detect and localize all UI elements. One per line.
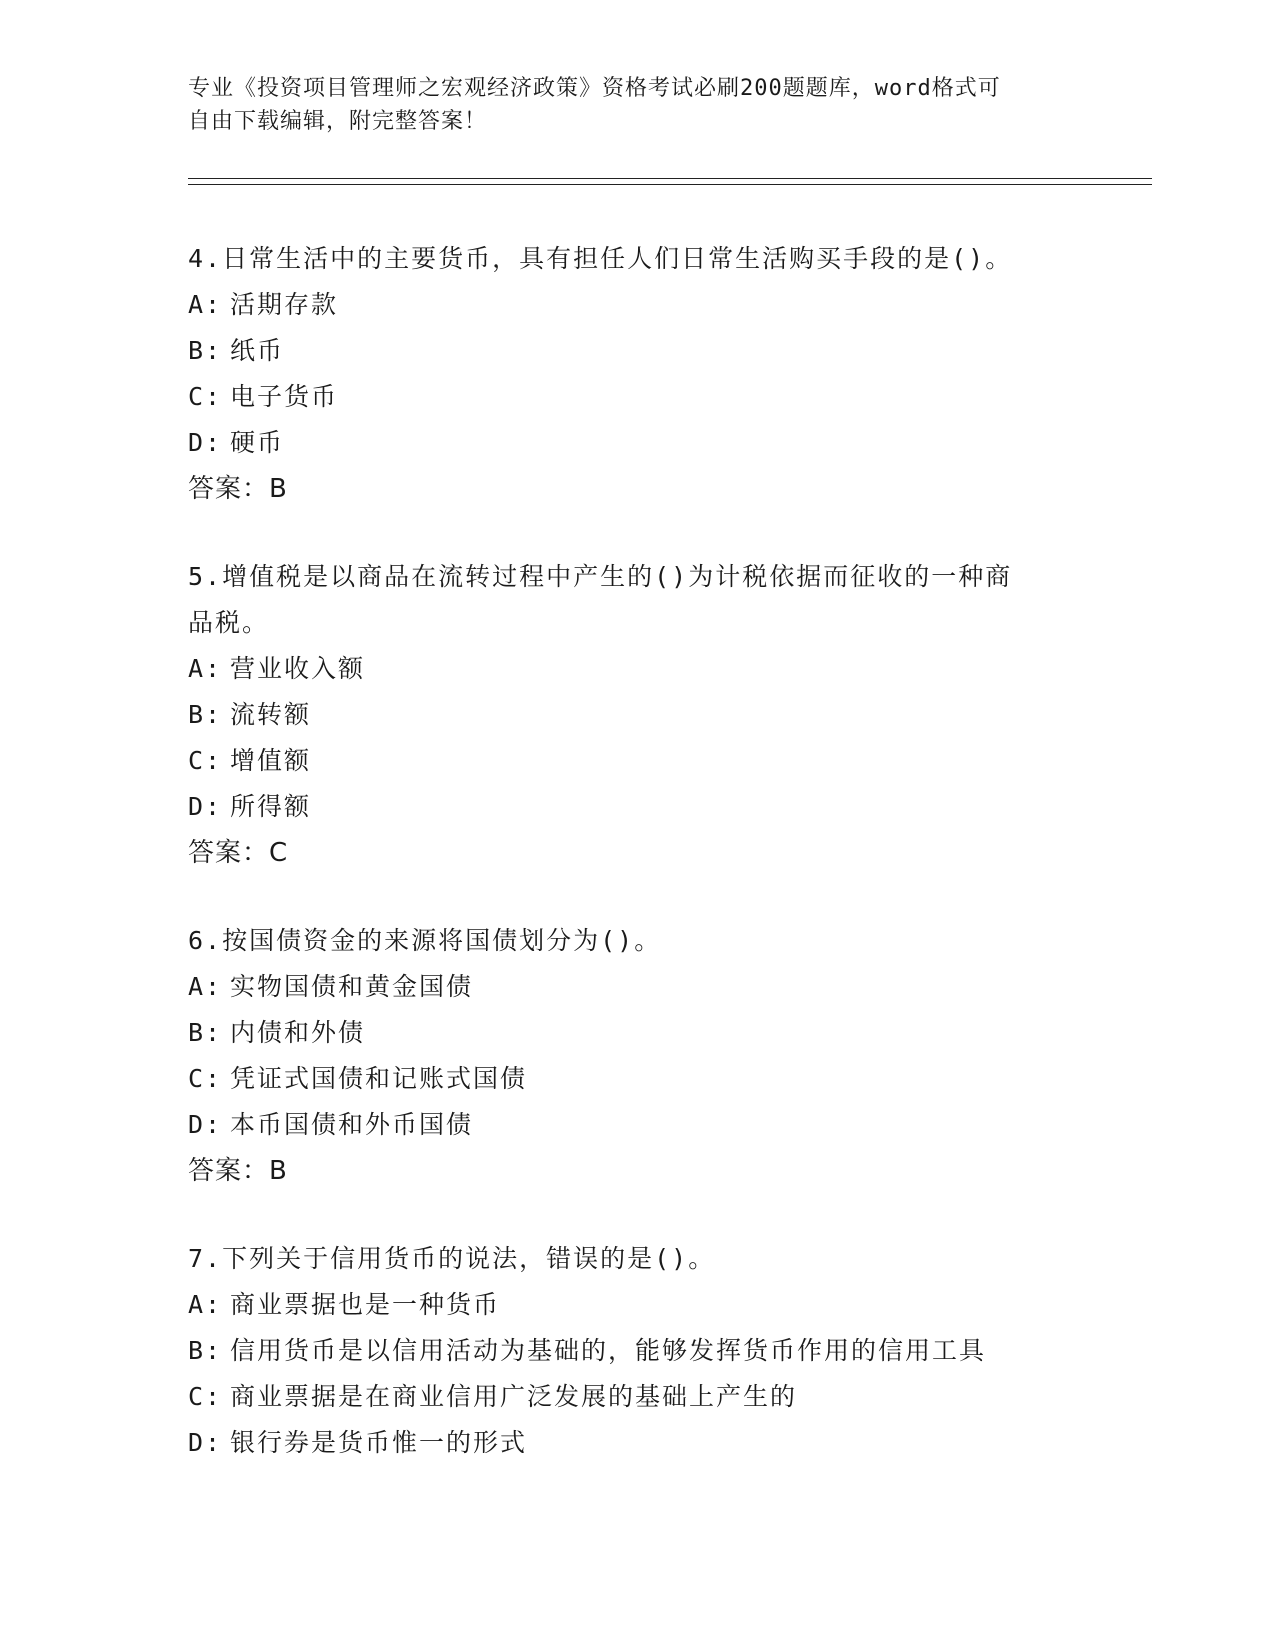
answer-option xyxy=(188,1328,1088,1374)
option-letter: A: xyxy=(188,654,223,683)
answer-option xyxy=(188,282,1088,328)
answer-option xyxy=(188,1282,1088,1328)
option-letter: D: xyxy=(188,1428,223,1457)
question-block xyxy=(188,236,1088,512)
option-text: 硬币 xyxy=(230,428,285,457)
answer-option xyxy=(188,1374,1088,1420)
header-divider xyxy=(188,178,1152,185)
answer-option xyxy=(188,1056,1088,1102)
option-text: 所得额 xyxy=(230,792,312,821)
option-text: 信用货币是以信用活动为基础的，能够发挥货币作用的信用工具 xyxy=(230,1336,987,1365)
answer-key: 答案：B xyxy=(188,474,288,504)
question-block xyxy=(188,918,1088,1194)
option-letter: B: xyxy=(188,1018,223,1047)
question-stem: 7.下列关于信用货币的说法，错误的是()。 xyxy=(188,1244,716,1273)
question-stem: 4.日常生活中的主要货币，具有担任人们日常生活购买手段的是()。 xyxy=(188,244,1013,273)
option-text: 电子货币 xyxy=(230,382,339,411)
question-stem: 6.按国债资金的来源将国债划分为()。 xyxy=(188,926,662,955)
answer-option xyxy=(188,1420,1088,1466)
answer-key: 答案：B xyxy=(188,1156,288,1186)
answer-option xyxy=(188,420,1088,466)
option-text: 实物国债和黄金国债 xyxy=(230,972,474,1001)
option-text: 商业票据是在商业信用广泛发展的基础上产生的 xyxy=(230,1382,798,1411)
answer-option xyxy=(188,328,1088,374)
option-letter: A: xyxy=(188,1290,223,1319)
document-header xyxy=(188,72,1068,138)
option-text: 内债和外债 xyxy=(230,1018,366,1047)
option-text: 凭证式国债和记账式国债 xyxy=(230,1064,528,1093)
option-text: 活期存款 xyxy=(230,290,339,319)
question-stem: 品税。 xyxy=(188,608,270,637)
option-letter: A: xyxy=(188,290,223,319)
option-text: 纸币 xyxy=(230,336,285,365)
question-block xyxy=(188,1236,1088,1466)
option-letter: C: xyxy=(188,1064,223,1093)
answer-option xyxy=(188,374,1088,420)
option-letter: B: xyxy=(188,700,223,729)
option-letter: D: xyxy=(188,428,223,457)
option-text: 银行券是货币惟一的形式 xyxy=(230,1428,528,1457)
option-letter: D: xyxy=(188,792,223,821)
option-letter: D: xyxy=(188,1110,223,1139)
option-text: 营业收入额 xyxy=(230,654,366,683)
option-text: 本币国债和外币国债 xyxy=(230,1110,474,1139)
option-letter: B: xyxy=(188,1336,223,1365)
answer-option xyxy=(188,784,1088,830)
question-stem: 5.增值税是以商品在流转过程中产生的()为计税依据而征收的一种商 xyxy=(188,562,1013,591)
option-text: 增值额 xyxy=(230,746,312,775)
answer-key: 答案：C xyxy=(188,838,289,868)
option-letter: C: xyxy=(188,746,223,775)
option-letter: C: xyxy=(188,382,223,411)
answer-option xyxy=(188,1010,1088,1056)
header-line-2: 自由下载编辑，附完整答案！ xyxy=(188,109,488,134)
answer-option xyxy=(188,646,1088,692)
option-text: 流转额 xyxy=(230,700,312,729)
answer-option xyxy=(188,692,1088,738)
answer-option xyxy=(188,738,1088,784)
question-block xyxy=(188,554,1088,876)
option-text: 商业票据也是一种货币 xyxy=(230,1290,501,1319)
option-letter: A: xyxy=(188,972,223,1001)
option-letter: C: xyxy=(188,1382,223,1411)
option-letter: B: xyxy=(188,336,223,365)
answer-option xyxy=(188,964,1088,1010)
header-line-1: 专业《投资项目管理师之宏观经济政策》资格考试必刷200题题库，word格式可 xyxy=(188,76,1001,101)
answer-option xyxy=(188,1102,1088,1148)
question-list xyxy=(188,236,1088,1508)
